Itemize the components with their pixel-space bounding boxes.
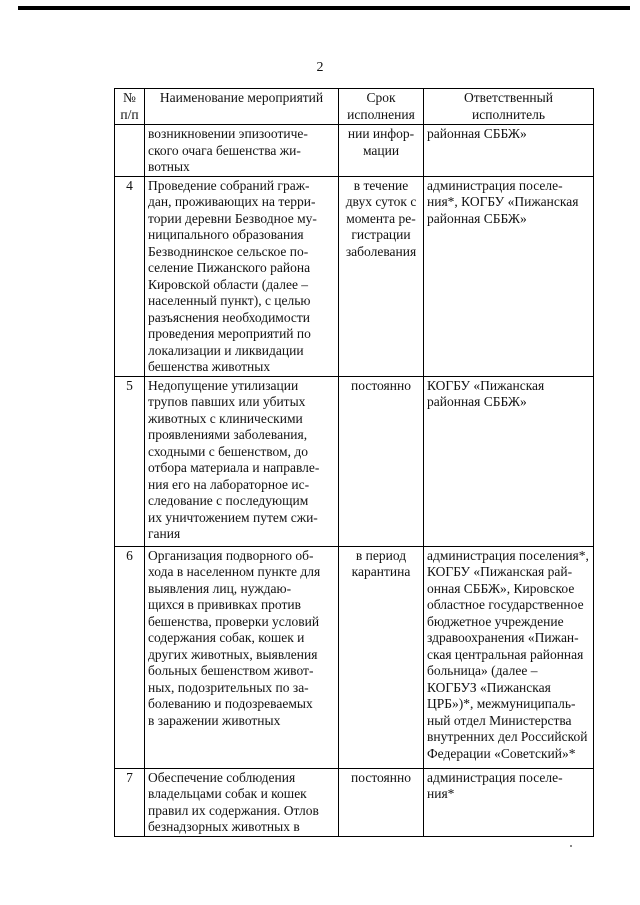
- top-border-rule: [18, 6, 630, 10]
- table-header-row: [115, 89, 594, 125]
- row-measure: Проведение собраний граж- дан, проживающих на терри- тории деревни Безводное му- ниципального образования Безводнинское сельское по- селение Пижанского района Кировской области (далее – населенный пункт), с целью разъяснения необходимости проведения мероприятий по локализации и ликвидации бешенства животных: [145, 176, 339, 376]
- row-responsible: администрация поселе- ния*, КОГБУ «Пижанская районная СББЖ»: [424, 176, 594, 376]
- row-measure: Организация подворного об- хода в населенном пункте для выявления лиц, нуждаю- щихся в прививках против бешенства, проверки условий содержания собак, кошек и других животных, выявления больных бешенством живот- ных, подозрительных по за- болеванию и подозреваемых в заражении животных: [145, 546, 339, 768]
- row-term: в течение двух суток с момента ре- гистрации заболевания: [339, 176, 424, 376]
- row-term: нии инфор- мации: [339, 125, 424, 177]
- row-responsible: администрация поселе- ния*: [424, 768, 594, 836]
- row-responsible: районная СББЖ»: [424, 125, 594, 177]
- row-measure: возникновении эпизоотиче- ского очага бешенства жи- вотных: [145, 125, 339, 177]
- row-number: [115, 125, 145, 177]
- header-term: Срок исполнения: [339, 89, 424, 125]
- table-row: [115, 546, 594, 768]
- row-term: в период карантина: [339, 546, 424, 768]
- row-responsible: КОГБУ «Пижанская районная СББЖ»: [424, 376, 594, 546]
- table-row: [115, 125, 594, 177]
- row-measure: Обеспечение соблюдения владельцами собак и кошек правил их содержания. Отлов безнадзорных животных в: [145, 768, 339, 836]
- measures-table: [114, 88, 594, 837]
- table-row: [115, 768, 594, 836]
- row-number: 7: [115, 768, 145, 836]
- row-responsible: администрация поселения*, КОГБУ «Пижанская рай- онная СББЖ», Кировское областное государственное бюджетное учреждение здравоохранения «Пижан- ская центральная районная больница» (далее – КОГБУЗ «Пижанская ЦРБ»)*, межмуниципаль- ный отдел Министерства внутренних дел Российской Федерации «Советский»*: [424, 546, 594, 768]
- row-term: постоянно: [339, 768, 424, 836]
- table-row: [115, 376, 594, 546]
- page-number: 2: [316, 60, 324, 75]
- row-term: постоянно: [339, 376, 424, 546]
- row-number: 6: [115, 546, 145, 768]
- row-number: 5: [115, 376, 145, 546]
- header-name: Наименование мероприятий: [145, 89, 339, 125]
- row-measure: Недопущение утилизации трупов павших или убитых животных с клиническими проявлениями заболевания, сходными с бешенством, до отбора материала и направле- ния его на лабораторное ис- следование с последующим их уничтожением путем сжи- гания: [145, 376, 339, 546]
- header-num: № п/п: [115, 89, 145, 125]
- header-responsible: Ответственный исполнитель: [424, 89, 594, 125]
- table-row: [115, 176, 594, 376]
- scan-speck: [570, 845, 572, 847]
- row-number: 4: [115, 176, 145, 376]
